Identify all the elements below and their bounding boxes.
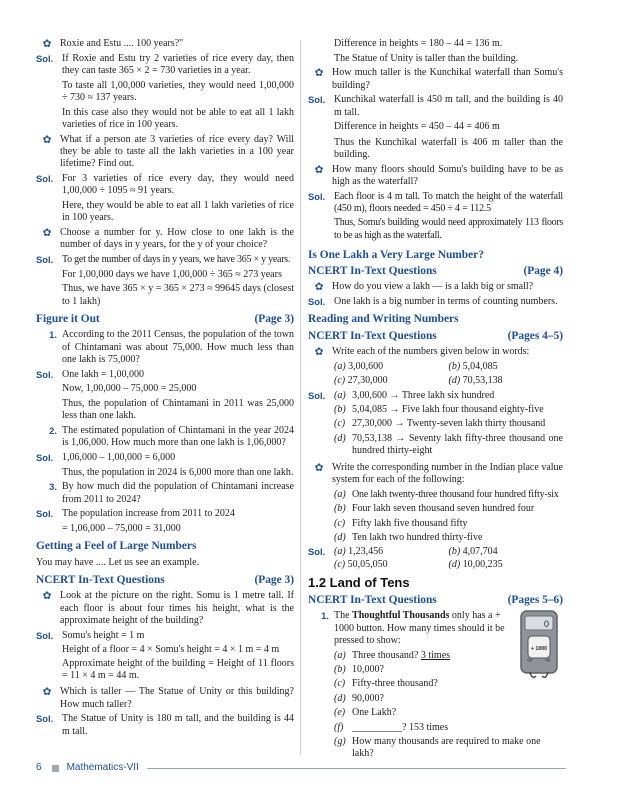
question-item: ✿ Roxie and Estu .... 100 years?"	[36, 38, 294, 50]
footer-square-icon	[52, 765, 59, 772]
solution-item: Sol. If Roxie and Estu try 2 varieties of rice every day, then they can taste 365 × 2 = 730 varieties in a year.	[36, 52, 294, 76]
solution-item: Sol. One lakh = 1,00,000	[36, 368, 145, 380]
calculator-icon	[518, 608, 560, 682]
section-heading: Figure it Out (Page 3)	[36, 313, 294, 325]
calculator-illustration	[518, 608, 560, 682]
book-title: Mathematics-VII	[66, 762, 139, 773]
sol-label: Sol.	[308, 94, 326, 106]
section-heading: NCERT In-Text Questions (Page 3)	[36, 574, 294, 586]
section-title: 1.2 Land of Tens	[308, 575, 410, 591]
sol-label: Sol.	[36, 452, 54, 463]
question-item: ✿ Write each of the numbers given below in words:	[308, 346, 563, 358]
section-heading: Is One Lakh a Very Large Number?	[308, 248, 484, 261]
solution-item: Sol. (a) 3,00,600 → Three lakh six hundred (b) 5,04,085 → Five lakh four thousand eighty-five (c) 27,30,000 → Twenty-seven lakh thirty thousand (d) 70,53,138 → Seventy lakh fifty-three thousand one hundred thirty-eight	[308, 390, 563, 460]
question-item: ✿ Write the corresponding number in the Indian place value system for each of the following:	[308, 462, 563, 487]
sol-label: Sol.	[36, 368, 54, 380]
flower-bullet-icon: ✿	[314, 461, 324, 474]
right-column: Difference in heights = 180 – 44 = 136 m. The Statue of Unity is taller than the building. ✿ How much taller is the Kunchikal waterfall than Somu's building? Sol. Kunchikal waterfall is 450 m tall, and the building is 40 m tall. Difference in heights = 450 – 44 = 406 m Thus the Kunchikal waterfall is 406 m taller than the building. ✿ How many floors should Somu's building have to be as high as the waterfall? Sol. Each floor is 4 m tall. To match the height of the waterfall (450 m), floors needed = 450 ÷ 4 = 112.5 Thus, Somu's building would need approximately 113 floors to be as high as the waterfall. Is One Lakh a Very Large Number? NCERT In-Text Questions (Page 4) ✿ How do you view a lakh — is a lakh big or small? Sol. One lakh is a big number in terms of counting numbers. Reading and Writing Numbers NCERT In-Text Questions (Pages 4–5) ✿ Write each of the numbers given below in words: (a) 3,00,600 (b) 5,04,085 (c) 27,30,000 (d) 70,53,138 Sol. (a) 3,00,600 → Three lakh six hundred (b) 5,04,085 → Five lakh four thousand eighty-five (c) 27,30,000 → Twenty-seven lakh thirty thousand (d) 70,53,138 → Seventy lakh fifty-three thousand one hundred thirty-eight ✿ Write the corresponding number in the Indian place value system for each of the following: (a) One lakh twenty-three thousand four hundred fifty-six (b) Four lakh seven thousand seven hundred four (c) Fifty lakh five thousand fifty (d) Ten lakh two hundred thirty-five Sol. (a) 1,23,456 (b) 4,07,704 (c) 50,05,050 (d) 10,00,235 1.2 Land of Tens NCERT In-Text Questions (Pages 5–6) 1. The Thoughtful Thousands only has a + 1000 button. How many times should it be pressed to show: (a) Three thousand? 3 times (b) 10,000? (c) Fifty-three thousand? (d) 90,000? (e) One Lakh? (f) __________? 153 times (g) How many thousands are required to make one lakh?	[308, 38, 563, 760]
calculator-display: 0	[543, 619, 549, 629]
sol-label: Sol.	[36, 173, 54, 184]
sol-label: Sol.	[36, 52, 54, 64]
option-pair: (a) 3,00,600 (b) 5,04,085	[334, 360, 498, 372]
sol-label: Sol.	[308, 389, 326, 401]
solution-item: Sol. Each floor is 4 m tall. To match the height of the waterfall (450 m), floors needed = 450 ÷ 4 = 112.5 Thus, Somu's building would need approximately 113 floors to be as high as the waterfall.	[308, 191, 563, 244]
column-divider	[300, 40, 301, 755]
flower-bullet-icon: ✿	[314, 163, 324, 176]
flower-bullet-icon: ✿	[42, 133, 52, 146]
flower-bullet-icon: ✿	[42, 590, 52, 603]
question-item: ✿ Which is taller — The Statue of Unity or this building? How much taller?	[36, 686, 294, 711]
question-item: ✿ How do you view a lakh — is a lakh big or small?	[308, 281, 563, 293]
footer-rule	[147, 768, 566, 769]
flower-bullet-icon: ✿	[314, 281, 324, 294]
solution-item: Sol. One lakh is a big number in terms of counting numbers.	[308, 296, 558, 307]
section-heading: NCERT In-Text Questions (Pages 5–6)	[308, 593, 563, 606]
solution-item: Sol. Kunchikal waterfall is 450 m tall, and the building is 40 m tall. Difference in heights = 450 – 44 = 406 m	[308, 94, 563, 134]
sol-label: Sol.	[308, 546, 326, 558]
flower-bullet-icon: ✿	[42, 227, 52, 239]
section-heading: Reading and Writing Numbers	[308, 313, 459, 326]
solution-item: Sol. The population increase from 2011 to 2024	[36, 508, 235, 520]
question-item: 1. The Thoughtful Thousands only has a + 1000 button. How many times should it be pressed to show:	[321, 610, 505, 646]
sol-label: Sol.	[36, 713, 54, 725]
page-number: 6	[36, 762, 42, 773]
option-pair: (c) 27,30,000 (d) 70,53,138	[334, 375, 503, 387]
left-column: ✿ Roxie and Estu .... 100 years?" Sol. If Roxie and Estu try 2 varieties of rice every day, then they can taste 365 × 2 = 730 varieties in a year. To taste all 1,00,000 varieties, they would need 1,00,000 ÷ 730 ≈ 137 years. In this case also they would not be able to eat all 1 lakh varieties of rice in 100 years. ✿ What if a person ate 3 varieties of rice every day? Will they be able to taste all the lakh varieties in a 100 year lifetime? Find out. Sol. For 3 varieties of rice every day, they would need 1,00,000 ÷ 1095 ≈ 91 years. Here, they would be able to eat all 1 lakh varieties of rice in 100 years. ✿ Choose a number for y. How close to one lakh is the number of days in y years, for the y of your choice? Sol. To get the number of days in y years, we have 365 × y years. For 1,00,000 days we have 1,00,000 ÷ 365 ≈ 273 years Thus, we have 365 × y = 365 × 273 ≈ 99645 days (closest to 1 lakh) Figure it Out (Page 3) 1. According to the 2011 Census, the population of the town of Chintamani was about 75,000. How much less than one lakh is 75,000? Sol. One lakh = 1,00,000 Now, 1,00,000 – 75,000 = 25,000 Thus, the population of Chintamani in 2011 was 25,000 less than one lakh. 2. The estimated population of Chintamani in the year 2024 is 1,06,000. How much more than one lakh is 1,06,000? Sol. 1,06,000 – 1,00,000 = 6,000 Thus, the population in 2024 is 6,000 more than one lakh. 3. By how much did the population of Chintamani increase from 2011 to 2024? Sol. The population increase from 2011 to 2024 = 1,06,000 – 75,000 = 31,000 Getting a Feel of Large Numbers You may have .... Let us see an example. NCERT In-Text Questions (Page 3) ✿ Look at the picture on the right. Somu is 1 metre tall. If each floor is about four times his height, what is the approximate height of the building? Sol. Somu's height = 1 m Height of a floor = 4 × Somu's height = 4 × 1 m = 4 m Approximate height of the building = Height of 11 floors = 11 × 4 m = 44 m. ✿ Which is taller — The Statue of Unity or this building? How much taller? Sol. The Statue of Unity is 180 m tall, and the building is 44 m tall.	[36, 38, 294, 737]
question-item: ✿ How much taller is the Kunchikal waterfall than Somu's building?	[308, 67, 563, 92]
solution-item: Sol. 1,06,000 – 1,00,000 = 6,000	[36, 452, 176, 463]
question-item: ✿ Look at the picture on the right. Somu is 1 metre tall. If each floor is about four times his height, what is the approximate height of the building?	[36, 590, 294, 627]
solution-item: Sol. The Statue of Unity is 180 m tall, and the building is 44 m tall.	[36, 713, 294, 737]
section-heading: Getting a Feel of Large Numbers	[36, 540, 197, 553]
page-footer	[36, 762, 566, 774]
solution-item: Sol. For 3 varieties of rice every day, they would need 1,00,000 ÷ 1095 ≈ 91 years.	[36, 173, 294, 197]
question-item: 1. According to the 2011 Census, the population of the town of Chintamani was about 75,000. How much less than one lakh is 75,000?	[49, 329, 294, 366]
calculator-key: + 1000	[530, 646, 548, 652]
solution-item: Sol. To get the number of days in y years, we have 365 × y years.	[36, 254, 291, 265]
question-item: ✿ What if a person ate 3 varieties of rice every day? Will they be able to taste all the lakh varieties in a 100 year lifetime? Find out.	[36, 134, 294, 171]
sol-label: Sol.	[308, 190, 326, 202]
question-item: ✿ How many floors should Somu's building have to be as high as the waterfall?	[308, 164, 563, 189]
question-item: ✿ Choose a number for y. How close to one lakh is the number of days in y years, for the y of your choice?	[36, 227, 294, 252]
question-item: 3. By how much did the population of Chintamani increase from 2011 to 2024?	[49, 481, 294, 505]
sol-label: Sol.	[36, 629, 54, 641]
section-heading: NCERT In-Text Questions (Pages 4–5)	[308, 329, 563, 342]
solution-item: Sol. (a) 1,23,456 (b) 4,07,704 (c) 50,05,050 (d) 10,00,235	[308, 546, 503, 570]
solution-item: Sol. Somu's height = 1 m Height of a floor = 4 × Somu's height = 4 × 1 m = 4 m Approximate height of the building = Height of 11 floors = 11 × 4 m = 44 m.	[36, 630, 294, 684]
sol-label: Sol.	[36, 254, 54, 265]
sol-label: Sol.	[308, 296, 326, 307]
flower-bullet-icon: ✿	[314, 67, 324, 80]
flower-bullet-icon: ✿	[42, 38, 52, 50]
flower-bullet-icon: ✿	[42, 686, 52, 699]
sol-label: Sol.	[36, 508, 54, 520]
section-heading: NCERT In-Text Questions (Page 4)	[308, 265, 563, 277]
question-item: 2. The estimated population of Chintamani in the year 2024 is 1,06,000. How much more than one lakh is 1,06,000?	[49, 425, 294, 449]
flower-bullet-icon: ✿	[314, 346, 324, 359]
